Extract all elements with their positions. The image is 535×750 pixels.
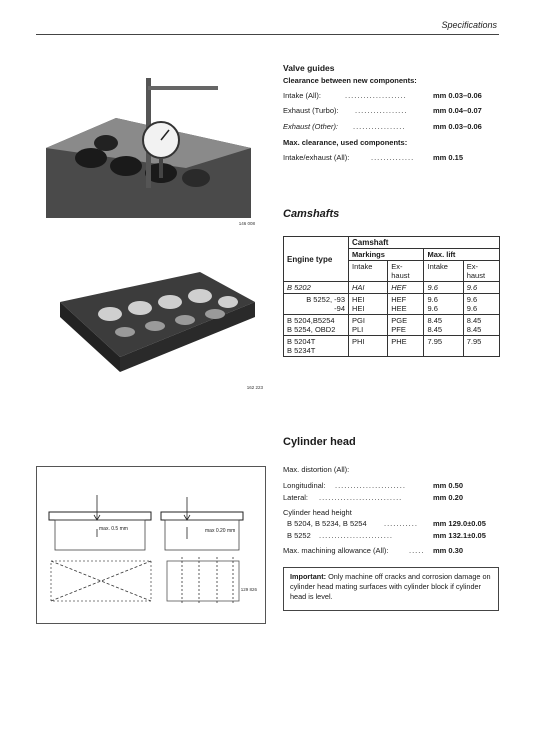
leader-dots: ........................... xyxy=(319,493,403,502)
spec-value: mm 0.03–0.06 xyxy=(433,91,482,100)
leader-dots: ................. xyxy=(353,122,406,131)
dial-indicator-photo xyxy=(36,58,261,228)
camshaft-table xyxy=(283,236,500,357)
spec-label: Exhaust (Turbo): xyxy=(283,106,339,115)
spec-row xyxy=(283,106,498,122)
leader-dots: ..... xyxy=(409,546,425,555)
cell-lift-exhaust: 8.45 8.45 xyxy=(463,315,499,336)
camshafts-title: Camshafts xyxy=(283,208,340,220)
spec-label: B 5204, B 5234, B 5254 xyxy=(287,519,367,528)
spec-row xyxy=(287,519,502,531)
spec-value: mm 132.1±0.05 xyxy=(433,531,486,540)
cell-lift-intake: 8.45 8.45 xyxy=(424,315,463,336)
spec-label: Longitudinal: xyxy=(283,481,326,490)
camshaft-head-illustration xyxy=(50,262,265,392)
leader-dots: ................. xyxy=(355,106,408,115)
spec-label: Max. machining allowance (All): xyxy=(283,546,389,555)
spec-label: Intake (All): xyxy=(283,91,321,100)
spec-value: mm 0.50 xyxy=(433,481,464,490)
leader-dots: ........................ xyxy=(319,531,394,540)
cell-lift-intake: 9.6 xyxy=(424,282,463,294)
cell-mark-intake: HEI HEI xyxy=(349,294,388,315)
new-clearance-heading: Clearance between new components: xyxy=(283,76,417,85)
cell-engine: B 5252, -93 -94 xyxy=(284,294,349,315)
cell-mark-intake: HAI xyxy=(349,282,388,294)
col-markings: Markings xyxy=(349,249,424,261)
spec-row xyxy=(283,91,498,106)
sub-markings-intake: Intake xyxy=(349,261,388,282)
valve-guides-title: Valve guides xyxy=(283,63,335,73)
diagram-caption: 129 826 xyxy=(240,587,257,592)
leader-dots: ........... xyxy=(384,519,418,528)
cell-engine: B 5204T B 5234T xyxy=(284,336,349,357)
cell-lift-exhaust: 9.6 9.6 xyxy=(463,294,499,315)
important-text: Only machine off cracks and corrosion damage on cylinder head mating surfaces with cylinder block if cylinder head is level. xyxy=(290,572,491,601)
spec-row xyxy=(283,153,498,167)
page-header-title: Specifications xyxy=(441,20,497,30)
cell-mark-intake: PHI xyxy=(349,336,388,357)
spec-value: mm 0.03–0.06 xyxy=(433,122,482,131)
col-max-lift: Max. lift xyxy=(424,249,500,261)
cell-lift-exhaust: 9.6 xyxy=(463,282,499,294)
leader-dots: .................... xyxy=(345,91,407,100)
table-row xyxy=(284,294,500,315)
spec-value: mm 0.30 xyxy=(433,546,464,555)
cell-lift-intake: 7.95 xyxy=(424,336,463,357)
height-heading: Cylinder head height xyxy=(283,508,352,517)
spec-value: mm 0.15 xyxy=(433,153,464,162)
sub-markings-exhaust: Ex- haust xyxy=(388,261,424,282)
spec-label: Lateral: xyxy=(283,493,309,502)
sub-lift-exhaust: Ex- haust xyxy=(463,261,499,282)
spec-row xyxy=(283,493,498,505)
diagram-label-right: max 0.20 mm xyxy=(205,528,236,534)
spec-row xyxy=(283,546,498,558)
distortion-diagram-drawing xyxy=(37,467,265,623)
spec-value: mm 0.20 xyxy=(433,493,464,502)
cell-mark-exhaust: HEF HEE xyxy=(388,294,424,315)
distortion-diagram xyxy=(36,466,266,624)
valve-guide-new-list xyxy=(283,91,498,138)
camshaft-photo-caption: 162 223 xyxy=(246,385,263,390)
cell-mark-exhaust: PHE xyxy=(388,336,424,357)
camshaft-head-photo xyxy=(50,262,265,392)
diagram-label-left: max. 0.5 mm xyxy=(99,526,128,532)
cell-lift-intake: 9.6 9.6 xyxy=(424,294,463,315)
dial-indicator-illustration xyxy=(36,58,261,228)
table-row xyxy=(284,336,500,357)
spec-label: B 5252 xyxy=(287,531,311,540)
important-note xyxy=(283,567,499,611)
col-camshaft: Camshaft xyxy=(349,237,500,249)
col-engine-type: Engine type xyxy=(284,237,349,282)
table-row xyxy=(284,315,500,336)
important-label: Important: xyxy=(290,572,327,581)
cylinder-head-title: Cylinder head xyxy=(283,436,356,448)
spec-row xyxy=(287,531,502,543)
cell-engine: B 5202 xyxy=(284,282,349,294)
table-row xyxy=(284,282,500,294)
spec-label: Exhaust (Other): xyxy=(283,122,339,131)
spec-label: Intake/exhaust (All): xyxy=(283,153,350,162)
spec-row xyxy=(283,122,498,138)
dial-photo-caption: 146 008 xyxy=(238,221,255,226)
sub-lift-intake: Intake xyxy=(424,261,463,282)
cell-mark-intake: PGI PLI xyxy=(349,315,388,336)
cell-engine: B 5204,B5254 B 5254, OBD2 xyxy=(284,315,349,336)
used-clearance-heading: Max. clearance, used components: xyxy=(283,138,408,147)
header-rule xyxy=(36,34,499,35)
leader-dots: .............. xyxy=(371,153,415,162)
spec-value: mm 129.0±0.05 xyxy=(433,519,486,528)
cell-mark-exhaust: HEF xyxy=(388,282,424,294)
spec-value: mm 0.04–0.07 xyxy=(433,106,482,115)
distortion-heading: Max. distortion (All): xyxy=(283,465,350,474)
leader-dots: ....................... xyxy=(335,481,406,490)
spec-row xyxy=(283,481,498,493)
cell-lift-exhaust: 7.95 xyxy=(463,336,499,357)
cell-mark-exhaust: PGE PFE xyxy=(388,315,424,336)
